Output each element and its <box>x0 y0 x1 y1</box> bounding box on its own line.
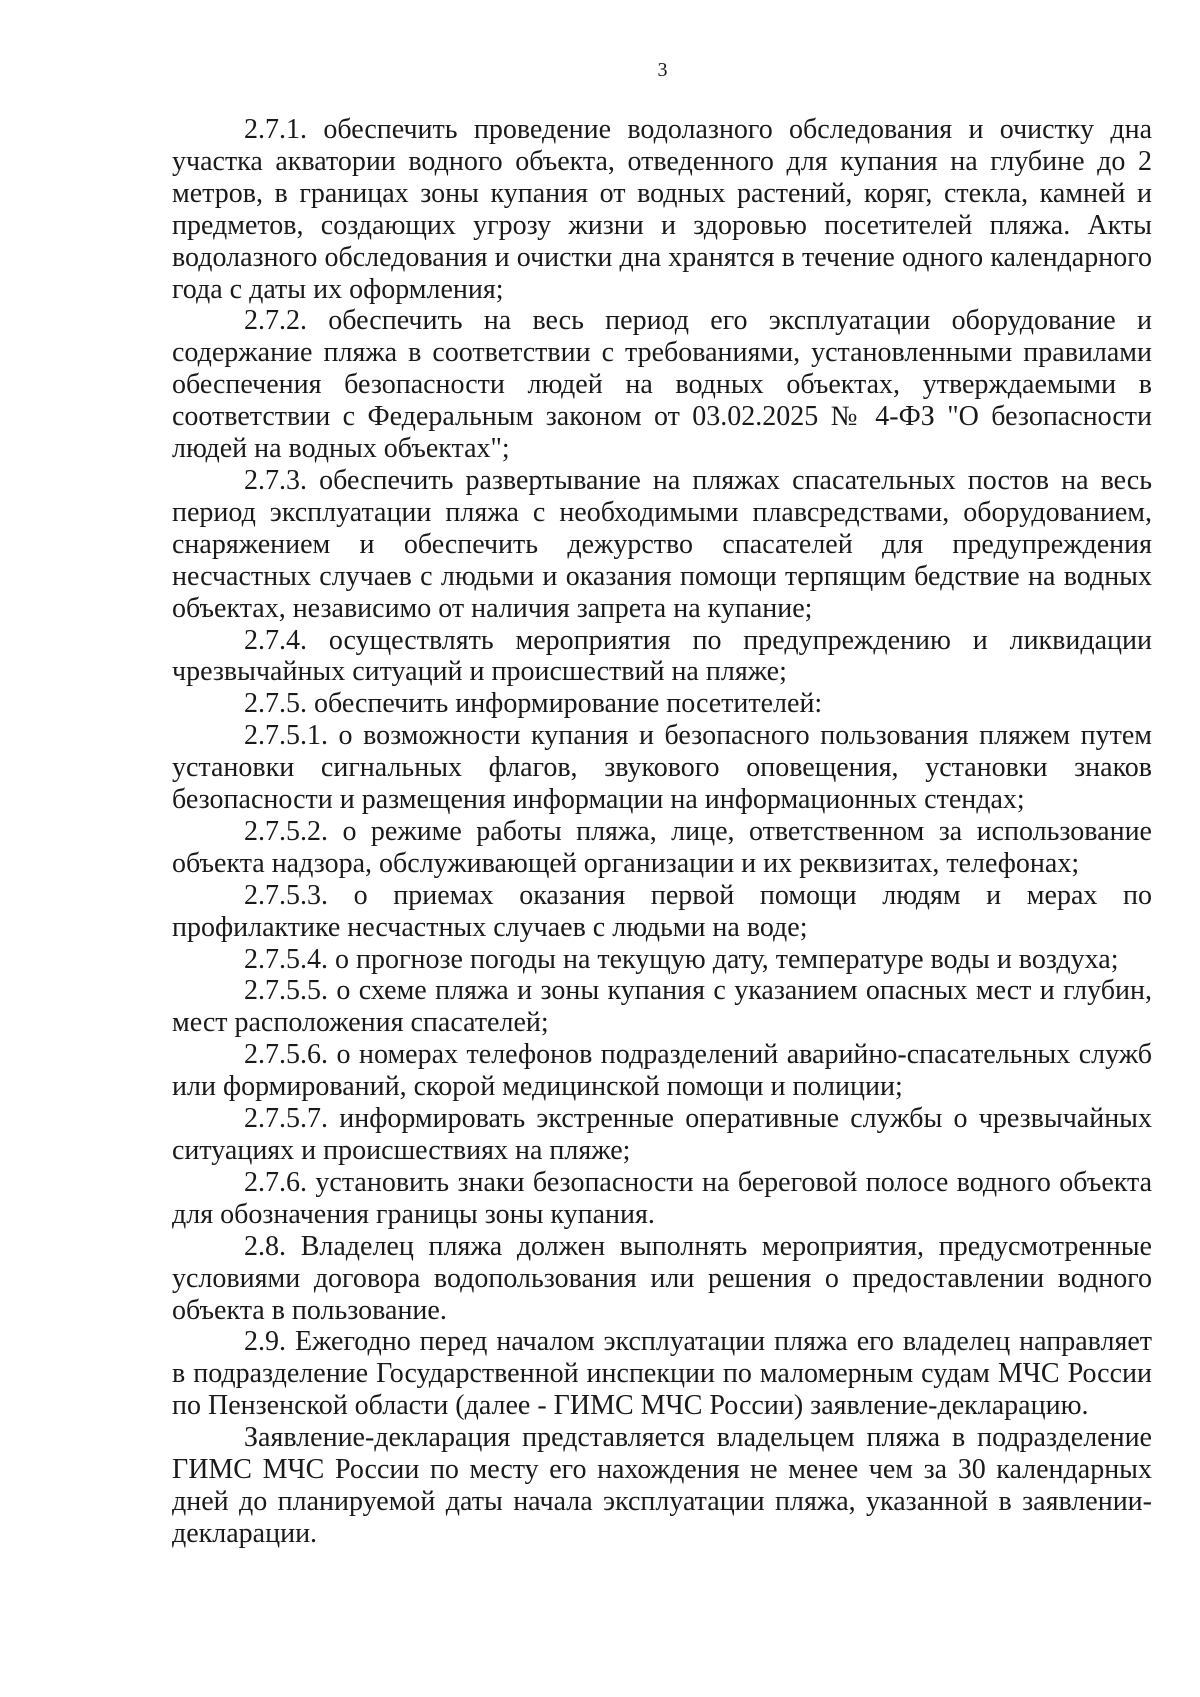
page-number: 3 <box>657 59 668 81</box>
paragraph-2-7-5-4: 2.7.5.4. о прогнозе погоды на текущую дату, температуре воды и воздуха; <box>244 943 1119 975</box>
paragraph-2-7-5-5: 2.7.5.5. о схеме пляжа и зоны купания с указанием опасных мест и глубин, мест расположения спасателей; <box>172 975 1152 1039</box>
paragraph-2-7-5-6: 2.7.5.6. о номерах телефонов подразделений аварийно-спасательных служб или формирований, скорой медицинской помощи и полиции; <box>172 1039 1152 1103</box>
paragraph-2-7-2: 2.7.2. обеспечить на весь период его эксплуатации оборудование и содержание пляжа в соответствии с требованиями, установленными правилами обеспечения безопасности людей на водных объектах, утверждаемыми в соответствии с Федеральным законом от 03.02.2025 № 4-ФЗ "О безопасности людей на водных объектах"; <box>172 305 1152 465</box>
paragraph-2-7-5-2: 2.7.5.2. о режиме работы пляжа, лице, ответственном за использование объекта надзора, обслуживающей организации и их реквизитах, телефонах; <box>172 815 1152 879</box>
paragraph-2-7-5: 2.7.5. обеспечить информирование посетителей: <box>244 688 823 720</box>
paragraph-2-7-5-1: 2.7.5.1. о возможности купания и безопасного пользования пляжем путем установки сигнальных флагов, звукового оповещения, установки знаков безопасности и размещения информации на информационных стендах; <box>172 720 1152 816</box>
document-body <box>172 114 1152 1550</box>
paragraph-2-8: 2.8. Владелец пляжа должен выполнять мероприятия, предусмотренные условиями договора водопользования или решения о предоставлении водного объекта в пользование. <box>172 1230 1152 1326</box>
paragraph-2-7-5-3: 2.7.5.3. о приемах оказания первой помощи людям и мерах по профилактике несчастных случаев с людьми на воде; <box>172 879 1152 943</box>
paragraph-2-9: 2.9. Ежегодно перед началом эксплуатации пляжа его владелец направляет в подразделение Государственной инспекции по маломерным судам МЧС России по Пензенской области (далее - ГИМС МЧС России) заявление-декларацию. <box>172 1326 1152 1422</box>
paragraph-2-7-4: 2.7.4. осуществлять мероприятия по предупреждению и ликвидации чрезвычайных ситуаций и происшествий на пляже; <box>172 624 1152 688</box>
paragraph-2-7-5-7: 2.7.5.7. информировать экстренные оперативные службы о чрезвычайных ситуациях и происшествиях на пляже; <box>172 1103 1152 1166</box>
paragraph-2-7-3: 2.7.3. обеспечить развертывание на пляжах спасательных постов на весь период эксплуатации пляжа с необходимыми плавсредствами, оборудованием, снаряжением и обеспечить дежурство спасателей для предупреждения несчастных случаев с людьми и оказания помощи терпящим бедствие на водных объектах, независимо от наличия запрета на купание; <box>172 464 1152 624</box>
paragraph-2-7-1: 2.7.1. обеспечить проведение водолазного обследования и очистку дна участка акватории водного объекта, отведенного для купания на глубине до 2 метров, в границах зоны купания от водных растений, коряг, стекла, камней и предметов, создающих угрозу жизни и здоровью посетителей пляжа. Акты водолазного обследования и очистки дна хранятся в течение одного календарного года с даты их оформления; <box>172 114 1152 305</box>
paragraph-declaration: Заявление-декларация представляется владельцем пляжа в подразделение ГИМС МЧС России по месту его нахождения не менее чем за 30 календарных дней до планируемой даты начала эксплуатации пляжа, указанной в заявлении-декларации. <box>172 1422 1152 1549</box>
paragraph-2-7-6: 2.7.6. установить знаки безопасности на береговой полосе водного объекта для обозначения границы зоны купания. <box>172 1166 1152 1230</box>
